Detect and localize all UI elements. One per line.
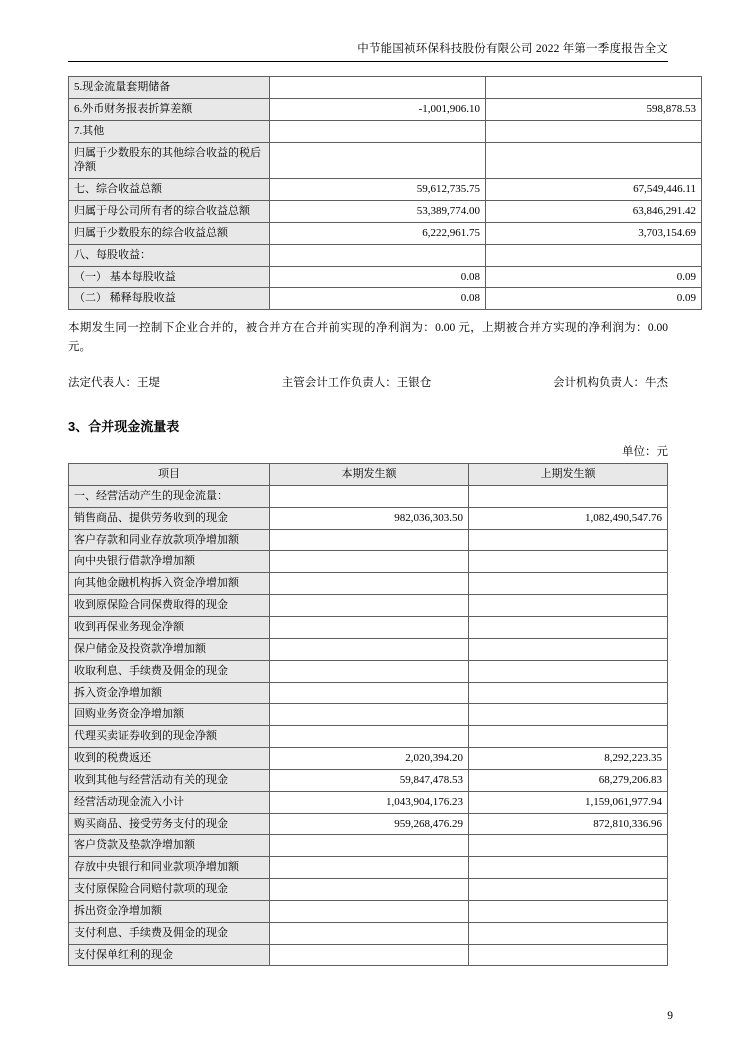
row-value-current: 0.08: [270, 266, 486, 288]
row-value-prior: 0.09: [486, 266, 702, 288]
row-value-current: [270, 638, 469, 660]
row-value-current: [270, 573, 469, 595]
row-label: 归属于少数股东的综合收益总额: [69, 222, 270, 244]
row-label: 7.其他: [69, 120, 270, 142]
row-value-current: [270, 120, 486, 142]
table-row: [69, 900, 668, 922]
row-value-current: 59,612,735.75: [270, 179, 486, 201]
row-value-prior: 63,846,291.42: [486, 201, 702, 223]
row-value-current: [270, 244, 486, 266]
table-row: [69, 179, 702, 201]
row-value-current: [270, 660, 469, 682]
row-value-prior: [469, 595, 668, 617]
row-value-prior: [486, 142, 702, 179]
row-value-current: [270, 944, 469, 966]
row-value-current: 959,268,476.29: [270, 813, 469, 835]
row-value-current: [270, 922, 469, 944]
row-value-prior: [469, 857, 668, 879]
row-value-current: [270, 857, 469, 879]
table-row: [69, 77, 702, 99]
row-label: （一） 基本每股收益: [69, 266, 270, 288]
row-value-current: [270, 879, 469, 901]
row-value-current: [270, 616, 469, 638]
table-header-row: [69, 464, 668, 486]
row-label: 收到原保险合同保费取得的现金: [69, 595, 270, 617]
row-value-prior: [469, 704, 668, 726]
income-statement-table: [68, 76, 702, 310]
row-value-prior: 8,292,223.35: [469, 748, 668, 770]
table-row: [69, 726, 668, 748]
row-label: 一、经营活动产生的现金流量：: [69, 485, 270, 507]
row-value-current: [270, 595, 469, 617]
row-value-current: 53,389,774.00: [270, 201, 486, 223]
row-value-current: [270, 835, 469, 857]
page-content: [68, 40, 696, 966]
row-value-current: 0.08: [270, 288, 486, 310]
row-label: 归属于少数股东的其他综合收益的税后净额: [69, 142, 270, 179]
row-label: 5.现金流量套期储备: [69, 77, 270, 99]
row-label: 6.外币财务报表折算差额: [69, 98, 270, 120]
table-row: [69, 879, 668, 901]
row-label: （二） 稀释每股收益: [69, 288, 270, 310]
row-value-prior: 0.09: [486, 288, 702, 310]
row-value-current: [270, 485, 469, 507]
row-label: 向其他金融机构拆入资金净增加额: [69, 573, 270, 595]
table-row: [69, 791, 668, 813]
header-divider: [68, 61, 668, 62]
table-row: [69, 944, 668, 966]
row-value-current: -1,001,906.10: [270, 98, 486, 120]
row-value-prior: 3,703,154.69: [486, 222, 702, 244]
row-value-prior: [469, 573, 668, 595]
row-value-prior: 598,878.53: [486, 98, 702, 120]
cashflow-table-head: [69, 464, 668, 486]
row-value-current: 2,020,394.20: [270, 748, 469, 770]
row-value-prior: [469, 660, 668, 682]
row-label: 七、综合收益总额: [69, 179, 270, 201]
row-label: 购买商品、接受劳务支付的现金: [69, 813, 270, 835]
column-header-current: 本期发生额: [270, 464, 469, 486]
table-row: [69, 201, 702, 223]
table-row: [69, 857, 668, 879]
table-row: [69, 288, 702, 310]
table-row: [69, 120, 702, 142]
row-label: 客户贷款及垫款净增加额: [69, 835, 270, 857]
row-value-prior: [469, 922, 668, 944]
table-row: [69, 507, 668, 529]
row-value-current: [270, 551, 469, 573]
row-label: 客户存款和同业存放款项净增加额: [69, 529, 270, 551]
row-label: 支付利息、手续费及佣金的现金: [69, 922, 270, 944]
row-value-prior: [469, 835, 668, 857]
table-row: [69, 748, 668, 770]
table-row: [69, 638, 668, 660]
row-value-current: 59,847,478.53: [270, 769, 469, 791]
table-row: [69, 595, 668, 617]
row-value-current: [270, 142, 486, 179]
accounting-head: 主管会计工作负责人：王银仓: [281, 377, 432, 390]
row-value-prior: [469, 551, 668, 573]
row-value-prior: [469, 485, 668, 507]
row-value-prior: 1,159,061,977.94: [469, 791, 668, 813]
row-label: 销售商品、提供劳务收到的现金: [69, 507, 270, 529]
table-row: [69, 616, 668, 638]
page-header: 中节能国祯环保科技股份有限公司 2022 年第一季度报告全文: [357, 43, 668, 55]
legal-representative: 法定代表人：王堤: [68, 377, 160, 390]
row-value-prior: [469, 944, 668, 966]
row-label: 拆入资金净增加额: [69, 682, 270, 704]
row-label: 归属于母公司所有者的综合收益总额: [69, 201, 270, 223]
column-header-item: 项目: [69, 464, 270, 486]
row-value-prior: [486, 120, 702, 142]
cashflow-table-body: [69, 485, 668, 966]
row-value-prior: [486, 244, 702, 266]
row-label: 支付原保险合同赔付款项的现金: [69, 879, 270, 901]
row-value-prior: [469, 638, 668, 660]
table-row: [69, 813, 668, 835]
table-row: [69, 485, 668, 507]
row-value-prior: [469, 616, 668, 638]
row-label: 回购业务资金净增加额: [69, 704, 270, 726]
row-label: 收到其他与经营活动有关的现金: [69, 769, 270, 791]
table-row: [69, 835, 668, 857]
row-label: 收取利息、手续费及佣金的现金: [69, 660, 270, 682]
column-header-prior: 上期发生额: [469, 464, 668, 486]
table-row: [69, 551, 668, 573]
table-row: [69, 660, 668, 682]
row-value-prior: [469, 682, 668, 704]
row-value-prior: 68,279,206.83: [469, 769, 668, 791]
row-label: 收到的税费返还: [69, 748, 270, 770]
income-statement-body: [69, 77, 702, 310]
row-value-current: 6,222,961.75: [270, 222, 486, 244]
row-label: 拆出资金净增加额: [69, 900, 270, 922]
row-label: 代理买卖证券收到的现金净额: [69, 726, 270, 748]
table-row: [69, 682, 668, 704]
table-row: [69, 529, 668, 551]
row-label: 经营活动现金流入小计: [69, 791, 270, 813]
table-row: [69, 704, 668, 726]
row-value-current: [270, 529, 469, 551]
table-row: [69, 142, 702, 179]
table-row: [69, 98, 702, 120]
row-value-prior: [469, 726, 668, 748]
row-value-current: 1,043,904,176.23: [270, 791, 469, 813]
accounting-organization-head: 会计机构负责人：牛杰: [553, 377, 668, 390]
row-value-prior: [469, 900, 668, 922]
row-value-current: [270, 704, 469, 726]
row-value-prior: [469, 529, 668, 551]
row-label: 八、每股收益：: [69, 244, 270, 266]
row-value-current: [270, 682, 469, 704]
row-value-current: [270, 900, 469, 922]
table-row: [69, 573, 668, 595]
merger-note: 本期发生同一控制下企业合并的，被合并方在合并前实现的净利润为：0.00 元，上期被合并方实现的净利润为：0.00 元。: [68, 322, 668, 353]
row-value-current: 982,036,303.50: [270, 507, 469, 529]
row-label: 存放中央银行和同业款项净增加额: [69, 857, 270, 879]
row-value-prior: 872,810,336.96: [469, 813, 668, 835]
signature-row: [68, 374, 668, 390]
table-row: [69, 769, 668, 791]
section-title-cashflow: 3、合并现金流量表: [68, 419, 180, 435]
row-label: 支付保单红利的现金: [69, 944, 270, 966]
row-value-current: [270, 77, 486, 99]
row-label: 保户储金及投资款净增加额: [69, 638, 270, 660]
table-row: [69, 222, 702, 244]
row-value-prior: 67,549,446.11: [486, 179, 702, 201]
unit-label: 单位：元: [622, 446, 668, 459]
page-number: 9: [667, 1010, 673, 1022]
table-row: [69, 244, 702, 266]
row-value-prior: [469, 879, 668, 901]
row-label: 收到再保业务现金净额: [69, 616, 270, 638]
row-value-prior: [486, 77, 702, 99]
table-row: [69, 922, 668, 944]
row-value-current: [270, 726, 469, 748]
table-row: [69, 266, 702, 288]
row-value-prior: 1,082,490,547.76: [469, 507, 668, 529]
row-label: 向中央银行借款净增加额: [69, 551, 270, 573]
cashflow-statement-table: [68, 463, 668, 966]
